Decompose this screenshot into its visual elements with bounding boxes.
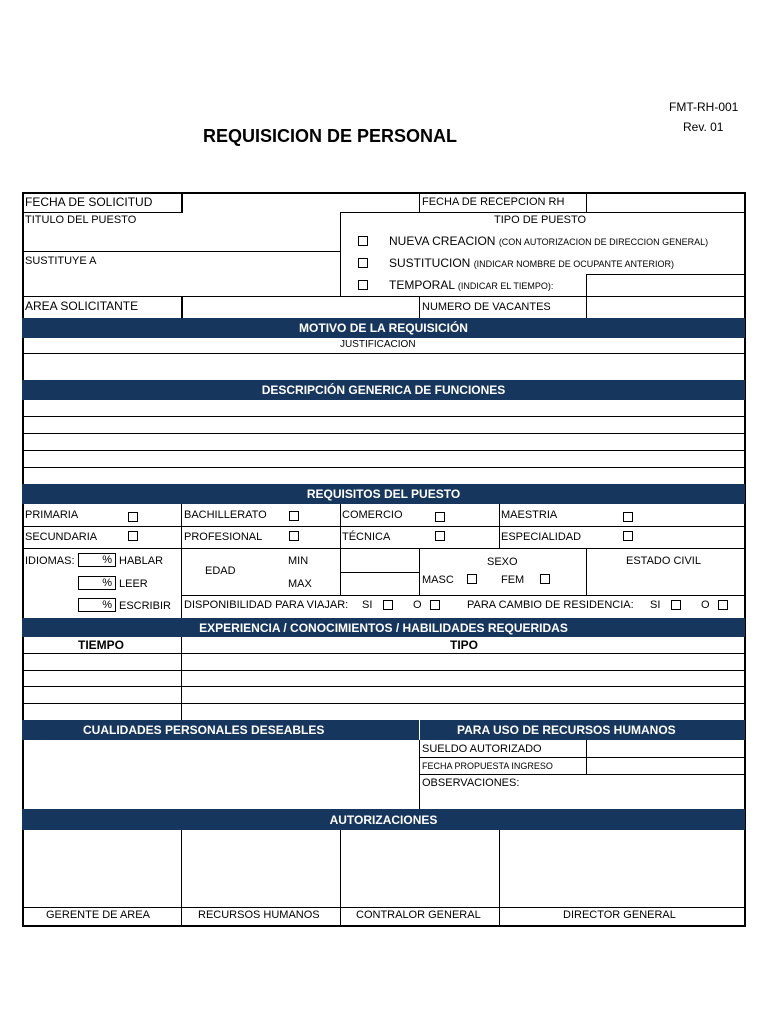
residencia-no-label: O bbox=[701, 599, 710, 611]
viajar-si-label: SI bbox=[362, 599, 373, 611]
residencia-label: PARA CAMBIO DE RESIDENCIA: bbox=[467, 599, 634, 611]
firma-gerente[interactable] bbox=[24, 831, 180, 906]
especialidad-checkbox[interactable] bbox=[623, 531, 633, 541]
firma-rrhh[interactable] bbox=[183, 831, 339, 906]
secundaria-label: SECUNDARIA bbox=[25, 531, 98, 543]
residencia-si-checkbox[interactable] bbox=[671, 600, 681, 610]
hablar-label: HABLAR bbox=[119, 555, 164, 567]
area-solicitante-label: AREA SOLICITANTE bbox=[25, 299, 139, 313]
sexo-label: SEXO bbox=[487, 556, 518, 568]
viajar-no-label: O bbox=[413, 599, 422, 611]
justificacion-label: JUSTIFICACION bbox=[340, 339, 416, 350]
motivo-header: MOTIVO DE LA REQUISICIÓN bbox=[22, 318, 745, 338]
residencia-si-label: SI bbox=[650, 599, 661, 611]
gerente-label: GERENTE DE AREA bbox=[46, 909, 150, 921]
bachillerato-checkbox[interactable] bbox=[289, 511, 299, 521]
especialidad-label: ESPECIALIDAD bbox=[501, 531, 582, 543]
nueva-creacion-checkbox[interactable] bbox=[358, 236, 368, 246]
vacantes-field[interactable] bbox=[588, 298, 742, 317]
profesional-label: PROFESIONAL bbox=[184, 531, 263, 543]
tecnica-checkbox[interactable] bbox=[435, 531, 445, 541]
bachillerato-label: BACHILLERATO bbox=[184, 509, 267, 521]
edad-label: EDAD bbox=[205, 565, 236, 577]
tiempo-header: TIEMPO bbox=[78, 638, 125, 652]
sustitucion-label: SUSTITUCION (INDICAR NOMBRE DE OCUPANTE ANTERIOR) bbox=[389, 256, 675, 270]
edad-min-field[interactable] bbox=[342, 550, 418, 571]
requisitos-header: REQUISITOS DEL PUESTO bbox=[22, 484, 745, 504]
edad-min-label: MIN bbox=[288, 555, 309, 567]
fecha-solicitud-label: FECHA DE SOLICITUD bbox=[25, 195, 153, 209]
estado-civil-label: ESTADO CIVIL bbox=[626, 555, 701, 567]
page-title: REQUISICION DE PERSONAL bbox=[203, 126, 458, 146]
maestria-checkbox[interactable] bbox=[623, 512, 633, 522]
titulo-puesto-label: TITULO DEL PUESTO bbox=[25, 214, 137, 226]
experiencia-header: EXPERIENCIA / CONOCIMIENTOS / HABILIDADES REQUERIDAS bbox=[22, 618, 745, 637]
funciones-header: DESCRIPCIÓN GENERICA DE FUNCIONES bbox=[22, 380, 745, 400]
nueva-creacion-label: NUEVA CREACION (CON AUTORIZACION DE DIRECCION GENERAL) bbox=[389, 234, 709, 248]
profesional-checkbox[interactable] bbox=[289, 531, 299, 541]
maestria-label: MAESTRIA bbox=[501, 509, 558, 521]
cualidades-field[interactable] bbox=[24, 741, 418, 809]
observaciones-label: OBSERVACIONES: bbox=[422, 777, 520, 789]
viajar-no-checkbox[interactable] bbox=[430, 600, 440, 610]
fecha-solicitud-field[interactable] bbox=[184, 194, 418, 212]
viajar-label: DISPONIBILIDAD PARA VIAJAR: bbox=[184, 599, 349, 611]
temporal-checkbox[interactable] bbox=[358, 280, 368, 290]
masc-checkbox[interactable] bbox=[467, 574, 477, 584]
fecha-ingreso-label: FECHA PROPUESTA INGRESO bbox=[422, 761, 553, 771]
form-revision: Rev. 01 bbox=[683, 120, 724, 134]
sueldo-label: SUELDO AUTORIZADO bbox=[422, 743, 542, 755]
temporal-label: TEMPORAL (INDICAR EL TIEMPO): bbox=[389, 278, 554, 292]
firma-director[interactable] bbox=[501, 831, 743, 906]
escribir-percent-field[interactable]: % bbox=[78, 598, 116, 612]
residencia-no-checkbox[interactable] bbox=[718, 600, 728, 610]
director-label: DIRECTOR GENERAL bbox=[563, 909, 676, 921]
edad-max-field[interactable] bbox=[342, 573, 418, 594]
masc-label: MASC bbox=[422, 574, 454, 586]
tipo-header: TIPO bbox=[450, 638, 479, 652]
primaria-checkbox[interactable] bbox=[128, 512, 138, 522]
hablar-percent-field[interactable]: % bbox=[78, 553, 116, 567]
fecha-recepcion-field[interactable] bbox=[588, 194, 742, 212]
edad-max-label: MAX bbox=[288, 578, 312, 590]
contralor-label: CONTRALOR GENERAL bbox=[356, 909, 481, 921]
area-solicitante-field[interactable] bbox=[184, 298, 418, 317]
escribir-label: ESCRIBIR bbox=[119, 600, 171, 612]
idiomas-label: IDIOMAS: bbox=[25, 555, 75, 567]
fem-label: FEM bbox=[501, 574, 525, 586]
secundaria-checkbox[interactable] bbox=[128, 531, 138, 541]
leer-percent-field[interactable]: % bbox=[78, 576, 116, 590]
rh-header: PARA USO DE RECURSOS HUMANOS bbox=[457, 723, 676, 737]
vacantes-label: NUMERO DE VACANTES bbox=[422, 301, 551, 313]
experiencia-rows[interactable] bbox=[24, 654, 744, 720]
leer-label: LEER bbox=[119, 578, 148, 590]
funciones-lines[interactable] bbox=[24, 401, 744, 483]
justificacion-field[interactable] bbox=[24, 354, 744, 380]
cualidades-header: CUALIDADES PERSONALES DESEABLES bbox=[83, 723, 325, 737]
primaria-label: PRIMARIA bbox=[25, 509, 79, 521]
sueldo-field[interactable] bbox=[588, 741, 743, 757]
viajar-si-checkbox[interactable] bbox=[383, 600, 393, 610]
comercio-label: COMERCIO bbox=[342, 509, 403, 521]
firma-contralor[interactable] bbox=[342, 831, 498, 906]
fecha-ingreso-field[interactable] bbox=[588, 758, 743, 774]
sustituye-label: SUSTITUYE A bbox=[25, 255, 97, 267]
comercio-checkbox[interactable] bbox=[435, 512, 445, 522]
autorizaciones-header: AUTORIZACIONES bbox=[22, 809, 745, 830]
sustitucion-checkbox[interactable] bbox=[358, 258, 368, 268]
fem-checkbox[interactable] bbox=[540, 574, 550, 584]
tipo-puesto-label: TIPO DE PUESTO bbox=[494, 214, 587, 226]
fecha-recepcion-label: FECHA DE RECEPCION RH bbox=[422, 196, 565, 208]
estado-civil-field[interactable] bbox=[588, 570, 743, 594]
rrhh-label: RECURSOS HUMANOS bbox=[198, 909, 320, 921]
tecnica-label: TÉCNICA bbox=[342, 531, 391, 543]
form-code: FMT-RH-001 bbox=[669, 100, 739, 114]
